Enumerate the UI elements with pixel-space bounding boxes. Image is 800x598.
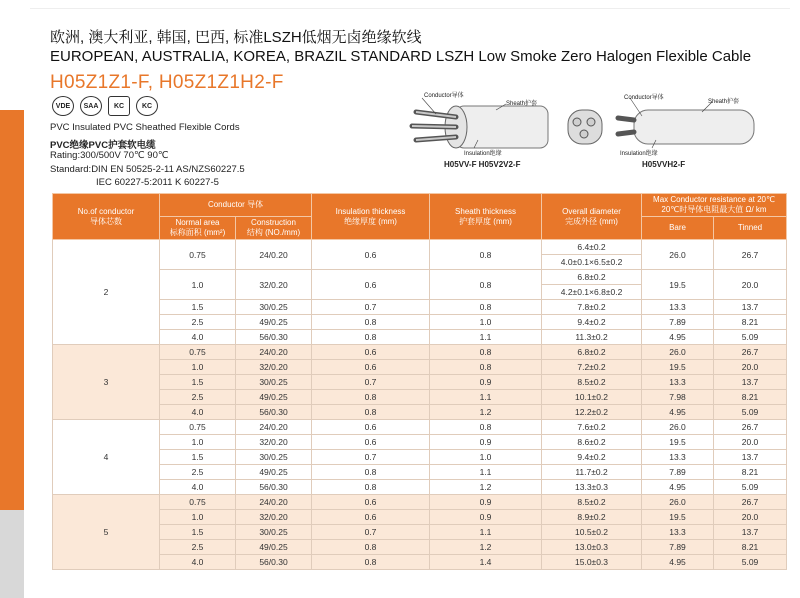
diameter-cell: 15.0±0.3 [542,555,642,570]
sheath-cell: 0.8 [430,345,542,360]
table-row [53,270,787,285]
construction-cell: 56/0.30 [236,330,312,345]
area-cell: 4.0 [160,405,236,420]
area-cell: 4.0 [160,330,236,345]
sheath-cell: 0.8 [430,270,542,300]
cores-cell: 3 [53,345,160,420]
bare-cell: 13.3 [642,450,714,465]
area-cell: 2.5 [160,315,236,330]
table-row [53,480,787,495]
table-row [53,555,787,570]
cores-cell: 4 [53,420,160,495]
top-divider [30,8,790,9]
insulation-cell: 0.6 [312,495,430,510]
construction-cell: 32/0.20 [236,435,312,450]
area-cell: 0.75 [160,420,236,435]
diameter-flat-cell: 4.2±0.1×6.8±0.2 [542,285,642,300]
tinned-cell: 26.7 [714,495,787,510]
cores-cell: 2 [53,240,160,345]
bare-cell: 26.0 [642,495,714,510]
sheath-cell: 0.8 [430,300,542,315]
area-cell: 1.0 [160,510,236,525]
bare-cell: 26.0 [642,240,714,270]
insulation-cell: 0.8 [312,390,430,405]
construction-cell: 49/0.25 [236,540,312,555]
tinned-cell: 8.21 [714,540,787,555]
insulation-cell: 0.8 [312,405,430,420]
area-cell: 1.5 [160,450,236,465]
construction-cell: 32/0.20 [236,360,312,375]
tinned-cell: 13.7 [714,450,787,465]
construction-cell: 56/0.30 [236,480,312,495]
diameter-cell: 8.6±0.2 [542,435,642,450]
cert-logos [52,96,158,116]
title-chinese: 欧洲, 澳大利亚, 韩国, 巴西, 标准LSZH低烟无卤绝缘软线 [50,29,422,46]
diameter-cell: 6.8±0.2 [542,270,642,285]
tinned-cell: 5.09 [714,330,787,345]
diameter-cell: 10.1±0.2 [542,390,642,405]
spec-table [52,193,787,570]
tinned-cell: 13.7 [714,300,787,315]
insulation-cell: 0.8 [312,480,430,495]
area-cell: 0.75 [160,240,236,270]
table-row [53,360,787,375]
table-row [53,345,787,360]
diameter-flat-cell: 4.0±0.1×6.5±0.2 [542,255,642,270]
bare-cell: 4.95 [642,555,714,570]
bare-cell: 19.5 [642,435,714,450]
construction-cell: 24/0.20 [236,345,312,360]
tinned-cell: 13.7 [714,525,787,540]
diameter-cell: 8.9±0.2 [542,510,642,525]
table-row [53,540,787,555]
tinned-cell: 13.7 [714,375,787,390]
table-row [53,495,787,510]
insulation-cell: 0.6 [312,360,430,375]
insulation-cell: 0.7 [312,375,430,390]
bare-cell: 19.5 [642,270,714,300]
caption-round-cable: H05VV-F H05V2V2-F [444,160,521,169]
diameter-cell: 9.4±0.2 [542,450,642,465]
diameter-cell: 12.2±0.2 [542,405,642,420]
header-area: Normal area 标称面积 (mm²) [160,217,236,240]
construction-cell: 32/0.20 [236,270,312,300]
desc-line-3: Rating:300/500V 70℃ 90℃ [50,150,169,161]
sheath-cell: 0.9 [430,435,542,450]
area-cell: 1.0 [160,435,236,450]
bare-cell: 26.0 [642,420,714,435]
tinned-cell: 8.21 [714,390,787,405]
sheath-cell: 0.8 [430,360,542,375]
diameter-cell: 7.2±0.2 [542,360,642,375]
table-row [53,465,787,480]
bare-cell: 7.98 [642,390,714,405]
label-sheath-left: Sheath护套 [506,101,538,107]
label-insulation-left: Insulation绝缘 [464,151,502,157]
header-diameter: Overall diameter 完成外径 (mm) [542,194,642,240]
sheath-cell: 1.1 [430,465,542,480]
sheath-cell: 1.1 [430,330,542,345]
construction-cell: 49/0.25 [236,390,312,405]
construction-cell: 56/0.30 [236,405,312,420]
area-cell: 1.5 [160,525,236,540]
insulation-cell: 0.6 [312,435,430,450]
kc-cert-icon: KC [108,96,130,116]
insulation-cell: 0.6 [312,420,430,435]
insulation-cell: 0.6 [312,510,430,525]
vde-cert-icon: VDE [52,96,74,116]
desc-line-4: Standard:DIN EN 50525-2-11 AS/NZS60227.5 [50,164,245,175]
bare-cell: 13.3 [642,375,714,390]
area-cell: 4.0 [160,480,236,495]
construction-cell: 24/0.20 [236,420,312,435]
table-row [53,375,787,390]
sheath-cell: 1.4 [430,555,542,570]
table-row [53,420,787,435]
header-cores: No.of conductor 导体芯数 [53,194,160,240]
area-cell: 2.5 [160,465,236,480]
tinned-cell: 26.7 [714,345,787,360]
bare-cell: 7.89 [642,465,714,480]
kc-round-cert-icon: KC [136,96,158,116]
construction-cell: 49/0.25 [236,465,312,480]
sheath-cell: 0.9 [430,495,542,510]
bare-cell: 13.3 [642,525,714,540]
header-sheath: Sheath thickness 护套厚度 (mm) [430,194,542,240]
desc-line-2: PVC绝缘PVC护套软电缆 [50,140,156,151]
construction-cell: 30/0.25 [236,300,312,315]
diameter-cell: 9.4±0.2 [542,315,642,330]
diameter-cell: 11.3±0.2 [542,330,642,345]
area-cell: 1.5 [160,375,236,390]
bare-cell: 13.3 [642,300,714,315]
diameter-cell: 6.8±0.2 [542,345,642,360]
sheath-cell: 0.9 [430,510,542,525]
header-construction: Construction 结构 (NO./mm) [236,217,312,240]
table-row [53,450,787,465]
area-cell: 2.5 [160,540,236,555]
insulation-cell: 0.7 [312,300,430,315]
insulation-cell: 0.6 [312,345,430,360]
table-row [53,510,787,525]
insulation-cell: 0.6 [312,270,430,300]
bare-cell: 4.95 [642,405,714,420]
caption-flat-cable: H05VVH2-F [642,160,686,169]
bare-cell: 26.0 [642,345,714,360]
insulation-cell: 0.7 [312,525,430,540]
cores-cell: 5 [53,495,160,570]
header-bare: Bare [642,217,714,240]
table-row [53,435,787,450]
header-resistance: Max Conductor resistance at 20℃ 20℃时导体电阻最大值 Ω/ km [642,194,787,217]
label-sheath-right: Sheath护套 [708,99,740,105]
area-cell: 1.0 [160,360,236,375]
insulation-cell: 0.7 [312,450,430,465]
diameter-cell: 13.3±0.3 [542,480,642,495]
tinned-cell: 5.09 [714,480,787,495]
diameter-cell: 7.6±0.2 [542,420,642,435]
diameter-cell: 8.5±0.2 [542,495,642,510]
insulation-cell: 0.8 [312,465,430,480]
construction-cell: 32/0.20 [236,510,312,525]
bare-cell: 19.5 [642,360,714,375]
label-conductor-right: Conductor导体 [624,95,664,101]
desc-line-1: PVC Insulated PVC Sheathed Flexible Cords [50,122,240,133]
table-row [53,315,787,330]
diameter-cell: 10.5±0.2 [542,525,642,540]
tinned-cell: 26.7 [714,420,787,435]
diameter-cell: 8.5±0.2 [542,375,642,390]
sheath-cell: 1.1 [430,525,542,540]
tinned-cell: 20.0 [714,510,787,525]
header-conductor: Conductor 导体 [160,194,312,217]
sheath-cell: 1.2 [430,480,542,495]
side-gray-bar [0,510,24,598]
table-row [53,300,787,315]
construction-cell: 24/0.20 [236,240,312,270]
area-cell: 4.0 [160,555,236,570]
bare-cell: 7.89 [642,540,714,555]
sheath-cell: 0.8 [430,420,542,435]
table-row [53,240,787,255]
area-cell: 0.75 [160,495,236,510]
table-row [53,525,787,540]
tinned-cell: 20.0 [714,435,787,450]
saa-cert-icon: SAA [80,96,102,116]
tinned-cell: 8.21 [714,315,787,330]
sheath-cell: 0.9 [430,375,542,390]
area-cell: 1.0 [160,270,236,300]
insulation-cell: 0.8 [312,540,430,555]
tinned-cell: 5.09 [714,555,787,570]
flat-cable-drawing [568,98,754,148]
tinned-cell: 26.7 [714,240,787,270]
tinned-cell: 20.0 [714,270,787,300]
sheath-cell: 1.2 [430,540,542,555]
sheath-cell: 0.8 [430,240,542,270]
desc-line-5: IEC 60227-5:2011 K 60227-5 [96,177,219,188]
model-title: H05Z1Z1-F, H05Z1Z1H2-F [50,72,284,93]
side-accent-bar [0,110,24,510]
title-english: EUROPEAN, AUSTRALIA, KOREA, BRAZIL STANDARD LSZH Low Smoke Zero Halogen Flexible Cable [50,48,752,65]
header-insulation: Insulation thickness 绝缘厚度 (mm) [312,194,430,240]
tinned-cell: 5.09 [714,405,787,420]
table-row [53,405,787,420]
diameter-cell: 11.7±0.2 [542,465,642,480]
cable-diagrams [396,86,776,186]
bare-cell: 19.5 [642,510,714,525]
area-cell: 2.5 [160,390,236,405]
insulation-cell: 0.6 [312,240,430,270]
diameter-cell: 7.8±0.2 [542,300,642,315]
table-row [53,390,787,405]
tinned-cell: 20.0 [714,360,787,375]
construction-cell: 30/0.25 [236,525,312,540]
construction-cell: 56/0.30 [236,555,312,570]
label-conductor-left: Conductor导体 [424,93,464,99]
insulation-cell: 0.8 [312,315,430,330]
diameter-cell: 6.4±0.2 [542,240,642,255]
area-cell: 1.5 [160,300,236,315]
insulation-cell: 0.8 [312,330,430,345]
construction-cell: 49/0.25 [236,315,312,330]
diameter-cell: 13.0±0.3 [542,540,642,555]
sheath-cell: 1.0 [430,450,542,465]
label-insulation-right: Insulation绝缘 [620,151,658,157]
tinned-cell: 8.21 [714,465,787,480]
insulation-cell: 0.8 [312,555,430,570]
sheath-cell: 1.0 [430,315,542,330]
bare-cell: 7.89 [642,315,714,330]
construction-cell: 30/0.25 [236,450,312,465]
sheath-cell: 1.2 [430,405,542,420]
construction-cell: 24/0.20 [236,495,312,510]
bare-cell: 4.95 [642,330,714,345]
sheath-cell: 1.1 [430,390,542,405]
area-cell: 0.75 [160,345,236,360]
bare-cell: 4.95 [642,480,714,495]
header-tinned: Tinned [714,217,787,240]
table-row [53,330,787,345]
construction-cell: 30/0.25 [236,375,312,390]
